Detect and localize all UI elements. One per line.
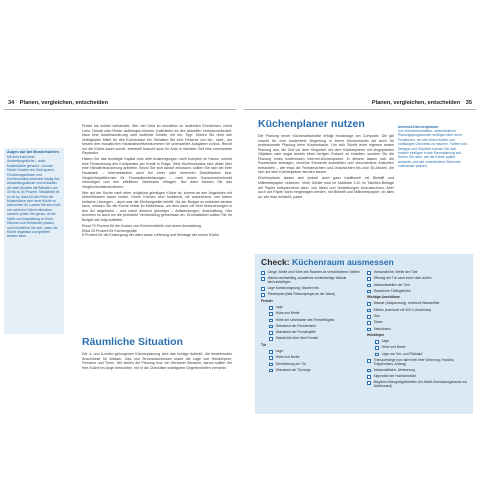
planner-sidebar-title: Internet-Küchenplaner — [398, 125, 439, 129]
checkbox-icon[interactable] — [261, 287, 265, 291]
checklist-item — [367, 328, 469, 332]
checkbox-icon[interactable] — [269, 350, 273, 354]
checkbox-icon[interactable] — [261, 293, 265, 297]
checklist-group-label — [261, 300, 363, 304]
right-running-head-text: Planen, vergleichen, entscheiden — [371, 100, 461, 106]
checkbox-icon[interactable] — [367, 271, 371, 275]
checklist-item — [261, 325, 363, 329]
checklist-item-text: Fenster — [261, 298, 273, 303]
budget-list — [82, 224, 232, 238]
checklist-item — [261, 337, 363, 341]
checklist-item-text: Abstandsfläche, Abtrennung — [373, 367, 415, 372]
checklist-item-text: Standhöhe über dem Fenster — [275, 336, 319, 341]
checklist-left-column — [261, 271, 363, 375]
budget-list-item: Rund 70 Prozent für die Kosten von Küchenmöbeln und deren Ausstattung — [82, 223, 201, 228]
checklist-item — [367, 284, 469, 288]
checkbox-icon[interactable] — [367, 369, 371, 373]
sidebar-title: Augen auf bei Musterküchen — [7, 150, 59, 154]
checklist-item-text: Überstand der Fenstergriffe — [275, 330, 316, 335]
checkbox-icon[interactable] — [375, 340, 379, 344]
right-paragraph: Küchenplaner lassen sich jedoch auch ganz traditionell mit Bleistift und Millimeterpapier zeichnen. Viele Geräte sind im Maßstab 1:20 im Tabellen-Beilage auf Papier entsprechend dann, von Ideen und Vorstellungen einzuzeichnen. Aber auch auf Papier kann eingetragen werden, mit Bleistift und Millimeterpapier, ob alles so, wie man wünscht, passt. — [258, 176, 394, 199]
left-page-number: 34 — [8, 100, 15, 106]
checklist-item-text: Elektro (eventuell mit 400-V-Anschluss) — [373, 307, 432, 312]
checklist-item — [367, 315, 469, 319]
checkbox-icon[interactable] — [367, 284, 371, 288]
checklist-item — [261, 363, 363, 367]
checklist-item — [367, 346, 469, 350]
checklist-item — [261, 287, 363, 291]
checkbox-icon[interactable] — [367, 302, 371, 306]
right-body-text — [258, 134, 394, 201]
checklist-item — [261, 331, 363, 335]
checkbox-icon[interactable] — [367, 375, 371, 379]
checklist-item-text: Wichtige Anschlüsse — [367, 295, 401, 300]
checklist-item — [367, 359, 469, 366]
checklist-item-text: Drehrichtung der Tür — [275, 361, 306, 366]
checklist-item-text: Lage von Vor- und Rücklauf — [381, 351, 423, 356]
checkbox-icon[interactable] — [269, 306, 273, 310]
checkbox-icon[interactable] — [269, 312, 273, 316]
checklist-group-label — [367, 296, 469, 300]
checklist-item — [261, 306, 363, 310]
left-paragraph: Wer auf der Suche nach einer möglichst günstigen Küche ist, kommt an den Angeboten mit Möbelhäusern kaum vorbei. Deren Küchen sind funktional, oft ausreichend und haben einfache Lösungen – auch was die Küchengeräte betrifft. Da der Budget so entlastet werden kann, müssen Sie die Küche selbst im Möbelhaus, um dem dann mit Ihrer Anforderungen in den Art abgetimmt – und meist deutsch günstiger – Aufwendungen, Anschaffung. Hier kommen es auch um die preisliche Verhandlung gemeinsam an. Grundsätzlich sollten Sie Ihr Budget wie folgt aufteilen: — [82, 190, 232, 222]
checklist-heading — [261, 257, 394, 267]
checklist-title: Küchenraum ausmessen — [292, 257, 394, 267]
checkbox-icon[interactable] — [367, 309, 371, 313]
checklist-item-text: Überstand der Fensterbank — [275, 323, 316, 328]
checklist-item — [261, 350, 363, 354]
checklist-item-text: Länge, Breite und Höhe des Raumes an verschiedenen Stellen — [267, 270, 360, 274]
checklist-item-text: Wasser (Abspannung), eventuell Wasserfilter — [373, 301, 440, 306]
budget-list-item: 5 Prozent für die Entsorgung der alten sowie Lieferung und Montage der neuen Küche — [82, 233, 220, 238]
checklist-item-text: Gas — [373, 313, 380, 318]
checklist-box — [255, 254, 473, 414]
checklist-item — [367, 271, 469, 275]
checklist-item — [261, 271, 363, 275]
left-body-text — [82, 124, 232, 238]
left-running-head — [8, 100, 108, 106]
checklist-item — [261, 277, 363, 284]
checkbox-icon[interactable] — [367, 277, 371, 281]
checklist-item — [261, 293, 363, 297]
section-heading-raeumliche-situation: Räumliche Situation — [82, 336, 183, 348]
left-paragraph: Haben Sie das benötigte Kapital trotz aller Anstrengungen nicht komplett im Hause, kommt eine Finanzierung des Kaufpreises per Kredit in Frage. Viele Küchenstudios sind direkt über eine Händlerfinanzierung anbieten. Bevor Sie sich darauf einlassen, sollten Sie sich bei Ihrer Hausbank – Internetbanken auch bei einer oder mehreren Direktbanken bzw. Vergleichsplattformen für Finanzdienstleistungen – nach einem Konsumentenkredit erkundigen und den effektiven Jahreszins erfragen. Nur dann können Sie das Vergleichsmaterial dienen. — [82, 157, 232, 189]
checkbox-icon[interactable] — [261, 271, 265, 275]
left-section-text — [82, 352, 232, 372]
checkbox-icon[interactable] — [367, 359, 371, 363]
checkbox-icon[interactable] — [367, 315, 371, 319]
right-paragraph: Die Planung neuer Küchenabschnitte erfolgt heutzutage am Computer. Die gilt sowohl für eine kostenfreie Begehung in Ihrem Küchenstudio als auch für professionelle Planung beim Küchenbauer. Um sich Schritt einer eigenen ersten Planung aus, die Zeit vor dem Gespräch mit dem Küchenplaner mit eingeplanten Objekten oder sogar bereits einen fertigen Entwurf zu erstellen, sondern Sie die Planung eines kostenlosen Internet-Küchenplaner. In diesem lassen sich die Raummaße eintragen, einzelne Elemente auswählen und verschiedene Ansichten betrachten – wie etwa die Frontansichten und Draufsichten bis zum 3D-Modell, die sich auf dem Küchenplaner abrufen lassen. — [258, 134, 394, 175]
left-paragraph: Preise bis zuletzt verhandelt, Wer viel Geld im monatlich zu laufenden Einnahmen, meist Lohn, Gehalt oder Rente, aufbringen können, Kaltmieten für den aktuellen Verbrauchsbedarf, etwa eine Autofinanzierung oder laufende Kredite, mit ein. Tipp: Setzen Sie nicht alle verfügbaren Mittel für den Küchenkauf ein. Behalten Sie eine Reserve von ein-, zwei-, am besten drei monatlichen Haushaltsnettoeinkommen für unerwartete Ausgaben zurück. Reicht nur die Küche kaum wurde, eventuell braucht auch Ihr Auto in nächster Zeit eine unerwartete Reparatur. — [82, 124, 232, 156]
checklist-item-text: Höhe der Unterkante des Fensterflügels — [275, 317, 335, 322]
checklist-item — [367, 290, 469, 294]
checklist-item-text: Fliesenplan (falls Fliesenspiegel an der Wand) — [267, 292, 336, 297]
checkbox-icon[interactable] — [269, 331, 273, 335]
checklist-group-label — [261, 344, 363, 348]
checklist-item-text: Kippmaße der Hochschränke — [373, 374, 417, 379]
checkbox-icon[interactable] — [375, 353, 379, 357]
checklist-item — [367, 340, 469, 344]
right-header-rule — [244, 109, 476, 110]
checkbox-icon[interactable] — [269, 363, 273, 367]
musterkuechen-sidebar — [4, 148, 64, 334]
checklist-item — [367, 321, 469, 325]
checkbox-icon[interactable] — [269, 325, 273, 329]
planner-sidebar-text: Von Küchenherstellern, verschiedenen Planungsprogrammen verfügen über mehr Funktionen, um sich einen ersten und vorläufigen Grundriss zu machen. Farben und Designs und Objekten können Sie sich einfach einfügen in das Raumplanung auf. Sehen Sie nach, wie die Küche später aussieht, und wie verschiedene Elemente zueinander passen. — [398, 129, 467, 169]
checklist-item — [261, 312, 363, 316]
checklist-item-text: Höhe und Breite — [275, 311, 300, 316]
right-running-head — [372, 100, 472, 106]
checklist-item-text: Lage — [275, 348, 283, 353]
checkbox-icon[interactable] — [261, 277, 265, 281]
checkbox-icon[interactable] — [269, 319, 273, 323]
checkbox-icon[interactable] — [367, 381, 371, 385]
internet-kuechenplaner-sidebar — [398, 125, 468, 169]
checkbox-icon[interactable] — [367, 328, 371, 332]
checklist-item-text: Lage — [275, 305, 283, 309]
checkbox-icon[interactable] — [269, 369, 273, 373]
checklist-item-text: Mögliche Abzugmöglichkeiten (für Abluft-Dunstabzugshaube zur Außenwand) — [373, 380, 468, 388]
checklist-item — [261, 356, 363, 360]
section-heading-kuechenplaner: Küchenplaner nutzen — [258, 118, 365, 130]
checkbox-icon[interactable] — [269, 337, 273, 341]
checklist-item-text: Lage Kaminumsprung, Nischen etc. — [267, 286, 320, 291]
budget-list-item: Etwa 25 Prozent für Küchengeräte — [82, 228, 137, 233]
checklist-item — [367, 309, 469, 313]
checklist-item — [367, 302, 469, 306]
checklist-item — [367, 375, 469, 379]
right-page-number: 35 — [465, 100, 472, 106]
checklist-item-text: Heizkörper — [367, 332, 385, 337]
checklist-item-text: Tür — [261, 342, 267, 347]
checklist-item-text: Nische rechtwinklig, zulaufende schiefwinklige Wände berücksichtigen — [267, 276, 347, 284]
checklist-item-text: Vorwandhöhe, Breite der Türe — [373, 270, 418, 274]
checklist-item-text: Transportwege (von allem bei Ihrer Wohnung, Hausflur, Treppenhaus, Aufzug) — [373, 357, 455, 366]
checkbox-icon[interactable] — [367, 290, 371, 294]
checklist-item-text: Strom — [373, 320, 383, 325]
checkbox-icon[interactable] — [367, 321, 371, 325]
checkbox-icon[interactable] — [375, 346, 379, 350]
left-section-paragraph: Die 4- und 6-zeilen gelungenen Küchenplanung sind das richtige Aufmaß, die bestehenden Anschlüsse für Wasser, Gas und Stromanschlüssen sowie die Lage von Heizkörpern, Fenstern und Türen. Wir stellen die Planung bzw. ein Stichwort Situation; darum sollten Sie Ihre Küche ins Auge betrachten, mit In die Checkliste wichtigsten Gegebenheiten vermerkt. — [82, 352, 232, 370]
checklist-item-text: Höhe und Breite — [381, 345, 406, 350]
checklist-check-word: Check: — [261, 257, 290, 267]
checklist-item — [261, 319, 363, 323]
checklist-item-text: Raumhohe Türflügelhöhe — [373, 288, 411, 293]
checklist-item — [367, 381, 469, 388]
checklist-item — [367, 353, 469, 357]
checklist-item — [367, 277, 469, 281]
checklist-item-text: Abstandsstellen der Türe — [373, 282, 411, 287]
left-running-head-text: Planen, vergleichen, entscheiden — [19, 100, 109, 106]
checklist-group-label — [367, 334, 469, 338]
checklist-item-text: Öffnung der Tür nach innen oder außen — [373, 276, 432, 281]
sidebar-text: Mit dem Kauf einer Ausstellungsküche – auch Musterküche genannt – können Käufer Kunden viel Geld sparen. Einrichtungshäuser und Küchenstudios wechseln häufig ihre Ausstellungsstücke und verkaufen die alten Modelle mit Rabatten von 30 bis zu 60 Prozent. Tatsächlich ist es oft so, dass für den Preis der Musterküche eine neue Küche zu bekommen ist. Lassen Sie sich nicht von schönem Schein täuschen, sondern prüfen Sie genau, ob die Maße und Ausstattung zu Ihren Räumen und Wünschen passen, und informieren Sie sich, wann die Küche abgebaut und geliefert werden kann. — [7, 155, 61, 239]
left-header-rule — [4, 109, 236, 110]
checklist-item-text: Lage — [381, 339, 389, 344]
checkbox-icon[interactable] — [269, 356, 273, 360]
checklist-item-text: Überstand der Türzarge — [275, 367, 311, 372]
checklist-item-text: Steckdosen — [373, 326, 391, 331]
checklist-item — [367, 369, 469, 373]
checklist-item-text: Höhe und Breite — [275, 355, 300, 360]
checklist-item — [261, 369, 363, 373]
checklist-right-column — [367, 271, 469, 391]
